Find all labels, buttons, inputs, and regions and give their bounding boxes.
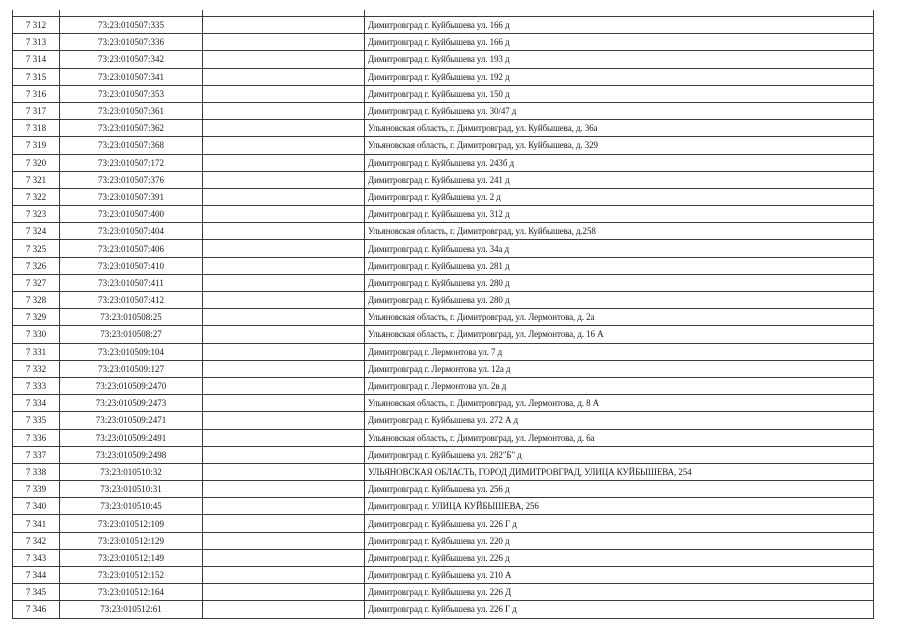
empty-cell (203, 188, 365, 205)
address: УЛЬЯНОВСКАЯ ОБЛАСТЬ, ГОРОД ДИМИТРОВГРАД, УЛИЦА КУЙБЫШЕВА, 254 (365, 463, 874, 480)
row-number: 7 322 (13, 188, 60, 205)
row-number: 7 314 (13, 51, 60, 68)
address: Димитровград г. Куйбышева ул. 241 д (365, 171, 874, 188)
table-row (13, 154, 874, 171)
address: Ульяновская область, г. Димитровград, ул. Лермонтова, д. 8 А (365, 395, 874, 412)
row-number: 7 320 (13, 154, 60, 171)
cadastral-number: 73:23:010510:45 (60, 498, 203, 515)
table-row (13, 326, 874, 343)
empty-cell (203, 17, 365, 34)
row-number: 7 312 (13, 17, 60, 34)
address: Димитровград г. Куйбышева ул. 312 д (365, 206, 874, 223)
table-row (13, 481, 874, 498)
address: Димитровград г. Куйбышева ул. 243б д (365, 154, 874, 171)
cadastral-number: 73:23:010507:361 (60, 102, 203, 119)
table-row (13, 515, 874, 532)
empty-cell (203, 360, 365, 377)
table-row (13, 446, 874, 463)
table-row (13, 274, 874, 291)
table-row (13, 223, 874, 240)
registry-table-body (13, 10, 874, 618)
cadastral-number: 73:23:010512:152 (60, 567, 203, 584)
empty-cell (203, 584, 365, 601)
empty-cell (203, 292, 365, 309)
row-number: 7 336 (13, 429, 60, 446)
address: Димитровград г. Куйбышева ул. 150 д (365, 85, 874, 102)
table-row (13, 85, 874, 102)
cadastral-number: 73:23:010507:412 (60, 292, 203, 309)
row-number: 7 319 (13, 137, 60, 154)
cadastral-number: 73:23:010509:104 (60, 343, 203, 360)
row-number: 7 330 (13, 326, 60, 343)
empty-cell (203, 532, 365, 549)
table-row (13, 584, 874, 601)
empty-cell (203, 309, 365, 326)
cadastral-number: 73:23:010507:362 (60, 120, 203, 137)
address: Ульяновская область, г. Димитровград, ул. Лермонтова, д. 16 А (365, 326, 874, 343)
row-number: 7 316 (13, 85, 60, 102)
row-number: 7 344 (13, 567, 60, 584)
address: Димитровград г. Куйбышева ул. 280 д (365, 274, 874, 291)
empty-cell (203, 257, 365, 274)
cadastral-number: 73:23:010510:32 (60, 463, 203, 480)
empty-cell (203, 412, 365, 429)
row-number: 7 346 (13, 601, 60, 618)
table-row (13, 463, 874, 480)
empty-cell (203, 343, 365, 360)
address: Димитровград г. Куйбышева ул. 166 д (365, 17, 874, 34)
empty-cell (203, 429, 365, 446)
address: Димитровград г. Куйбышева ул. 280 д (365, 292, 874, 309)
table-row (13, 171, 874, 188)
table-row (13, 429, 874, 446)
empty-cell (203, 240, 365, 257)
cadastral-number: 73:23:010512:164 (60, 584, 203, 601)
row-number: 7 315 (13, 68, 60, 85)
cadastral-number: 73:23:010507:406 (60, 240, 203, 257)
table-row (13, 601, 874, 618)
empty-cell (203, 34, 365, 51)
cadastral-number: 73:23:010512:129 (60, 532, 203, 549)
row-number: 7 313 (13, 34, 60, 51)
address: Димитровград г. Куйбышева ул. 34а д (365, 240, 874, 257)
address: Димитровград г. Куйбышева ул. 226 д (365, 549, 874, 566)
empty-cell (203, 223, 365, 240)
cadastral-number: 73:23:010507:353 (60, 85, 203, 102)
table-row (13, 498, 874, 515)
table-row (13, 292, 874, 309)
row-number: 7 324 (13, 223, 60, 240)
cadastral-number: 73:23:010507:342 (60, 51, 203, 68)
address: Димитровград г. Куйбышева ул. 226 Д (365, 584, 874, 601)
address: Ульяновская область, г. Димитровград, ул. Лермонтова, д. 2а (365, 309, 874, 326)
empty-cell (203, 68, 365, 85)
empty-cell (203, 463, 365, 480)
address: Димитровград г. Куйбышева ул. 226 Г д (365, 601, 874, 618)
empty-cell (203, 567, 365, 584)
table-row (13, 17, 874, 34)
empty-cell (203, 326, 365, 343)
table-row (13, 567, 874, 584)
table-row (13, 206, 874, 223)
table-row (13, 377, 874, 394)
cadastral-number: 73:23:010509:2491 (60, 429, 203, 446)
empty-cell (203, 481, 365, 498)
cadastral-number: 73:23:010507:341 (60, 68, 203, 85)
cadastral-number: 73:23:010509:2471 (60, 412, 203, 429)
empty-cell (203, 498, 365, 515)
cadastral-number: 73:23:010507:335 (60, 17, 203, 34)
address: Ульяновская область, г. Димитровград, ул. Куйбышева, д. 329 (365, 137, 874, 154)
cadastral-number: 73:23:010507:172 (60, 154, 203, 171)
row-number: 7 321 (13, 171, 60, 188)
empty-cell (203, 395, 365, 412)
row-number: 7 345 (13, 584, 60, 601)
cadastral-number: 73:23:010509:127 (60, 360, 203, 377)
registry-table (12, 10, 874, 619)
address: Димитровград г. Куйбышева ул. 192 д (365, 68, 874, 85)
cadastral-number: 73:23:010507:404 (60, 223, 203, 240)
address: Димитровград г. Куйбышева ул. 166 д (365, 34, 874, 51)
table-row (13, 549, 874, 566)
empty-cell (203, 85, 365, 102)
row-number: 7 325 (13, 240, 60, 257)
cadastral-number: 73:23:010510:31 (60, 481, 203, 498)
table-row (13, 137, 874, 154)
row-number: 7 341 (13, 515, 60, 532)
cadastral-number: 73:23:010512:61 (60, 601, 203, 618)
address: Ульяновская область, г. Димитровград, ул. Куйбышева, д.258 (365, 223, 874, 240)
empty-cell (203, 120, 365, 137)
empty-cell (203, 549, 365, 566)
table-row (13, 102, 874, 119)
empty-cell (203, 51, 365, 68)
address: Димитровград г. Куйбышева ул. 220 д (365, 532, 874, 549)
empty-cell (203, 515, 365, 532)
cadastral-number: 73:23:010507:368 (60, 137, 203, 154)
row-number: 7 318 (13, 120, 60, 137)
table-row (13, 51, 874, 68)
row-number: 7 331 (13, 343, 60, 360)
cadastral-number: 73:23:010508:27 (60, 326, 203, 343)
address: Ульяновская область, г. Димитровград, ул. Куйбышева, д. 36а (365, 120, 874, 137)
empty-cell (203, 446, 365, 463)
cadastral-number: 73:23:010507:410 (60, 257, 203, 274)
row-number: 7 329 (13, 309, 60, 326)
address: Димитровград г. Куйбышева ул. 282"Б" д (365, 446, 874, 463)
table-row (13, 343, 874, 360)
table-row (13, 68, 874, 85)
empty-cell (203, 137, 365, 154)
cadastral-number: 73:23:010509:2473 (60, 395, 203, 412)
row-number: 7 338 (13, 463, 60, 480)
address: Димитровград г. Куйбышева ул. 272 А д (365, 412, 874, 429)
cadastral-number: 73:23:010507:400 (60, 206, 203, 223)
address: Димитровград г. УЛИЦА КУЙБЫШЕВА, 256 (365, 498, 874, 515)
address: Димитровград г. Куйбышева ул. 256 д (365, 481, 874, 498)
address: Димитровград г. Куйбышева ул. 210 А (365, 567, 874, 584)
empty-cell (203, 274, 365, 291)
row-number: 7 334 (13, 395, 60, 412)
empty-cell (203, 102, 365, 119)
row-number: 7 328 (13, 292, 60, 309)
table-row (13, 240, 874, 257)
row-number: 7 332 (13, 360, 60, 377)
address: Димитровград г. Куйбышева ул. 281 д (365, 257, 874, 274)
empty-cell (203, 171, 365, 188)
address: Димитровград г. Куйбышева ул. 193 д (365, 51, 874, 68)
row-number: 7 333 (13, 377, 60, 394)
table-row (13, 395, 874, 412)
row-number: 7 326 (13, 257, 60, 274)
cadastral-number: 73:23:010507:411 (60, 274, 203, 291)
cadastral-number: 73:23:010507:376 (60, 171, 203, 188)
cadastral-number: 73:23:010512:149 (60, 549, 203, 566)
table-row (13, 360, 874, 377)
address: Ульяновская область, г. Димитровград, ул. Лермонтова, д. 6а (365, 429, 874, 446)
row-number: 7 317 (13, 102, 60, 119)
row-number: 7 342 (13, 532, 60, 549)
address: Димитровград г. Куйбышева ул. 226 Г д (365, 515, 874, 532)
row-number: 7 335 (13, 412, 60, 429)
table-row (13, 257, 874, 274)
cadastral-number: 73:23:010508:25 (60, 309, 203, 326)
cadastral-number: 73:23:010507:391 (60, 188, 203, 205)
row-number: 7 343 (13, 549, 60, 566)
empty-cell (203, 377, 365, 394)
address: Димитровград г. Куйбышева ул. 30/47 д (365, 102, 874, 119)
row-number: 7 340 (13, 498, 60, 515)
cadastral-number: 73:23:010509:2498 (60, 446, 203, 463)
cadastral-number: 73:23:010509:2470 (60, 377, 203, 394)
row-number: 7 337 (13, 446, 60, 463)
row-number: 7 327 (13, 274, 60, 291)
address: Димитровград г. Лермонтова ул. 2в д (365, 377, 874, 394)
empty-cell (203, 154, 365, 171)
empty-cell (203, 206, 365, 223)
table-row (13, 309, 874, 326)
table-row (13, 120, 874, 137)
table-row (13, 412, 874, 429)
cadastral-number: 73:23:010512:109 (60, 515, 203, 532)
table-row (13, 34, 874, 51)
address: Димитровград г. Куйбышева ул. 2 д (365, 188, 874, 205)
table-row (13, 188, 874, 205)
row-number: 7 323 (13, 206, 60, 223)
address: Димитровград г. Лермонтова ул. 7 д (365, 343, 874, 360)
empty-cell (203, 601, 365, 618)
row-number: 7 339 (13, 481, 60, 498)
address: Димитровград г. Лермонтова ул. 12а д (365, 360, 874, 377)
cadastral-number: 73:23:010507:336 (60, 34, 203, 51)
table-row (13, 532, 874, 549)
